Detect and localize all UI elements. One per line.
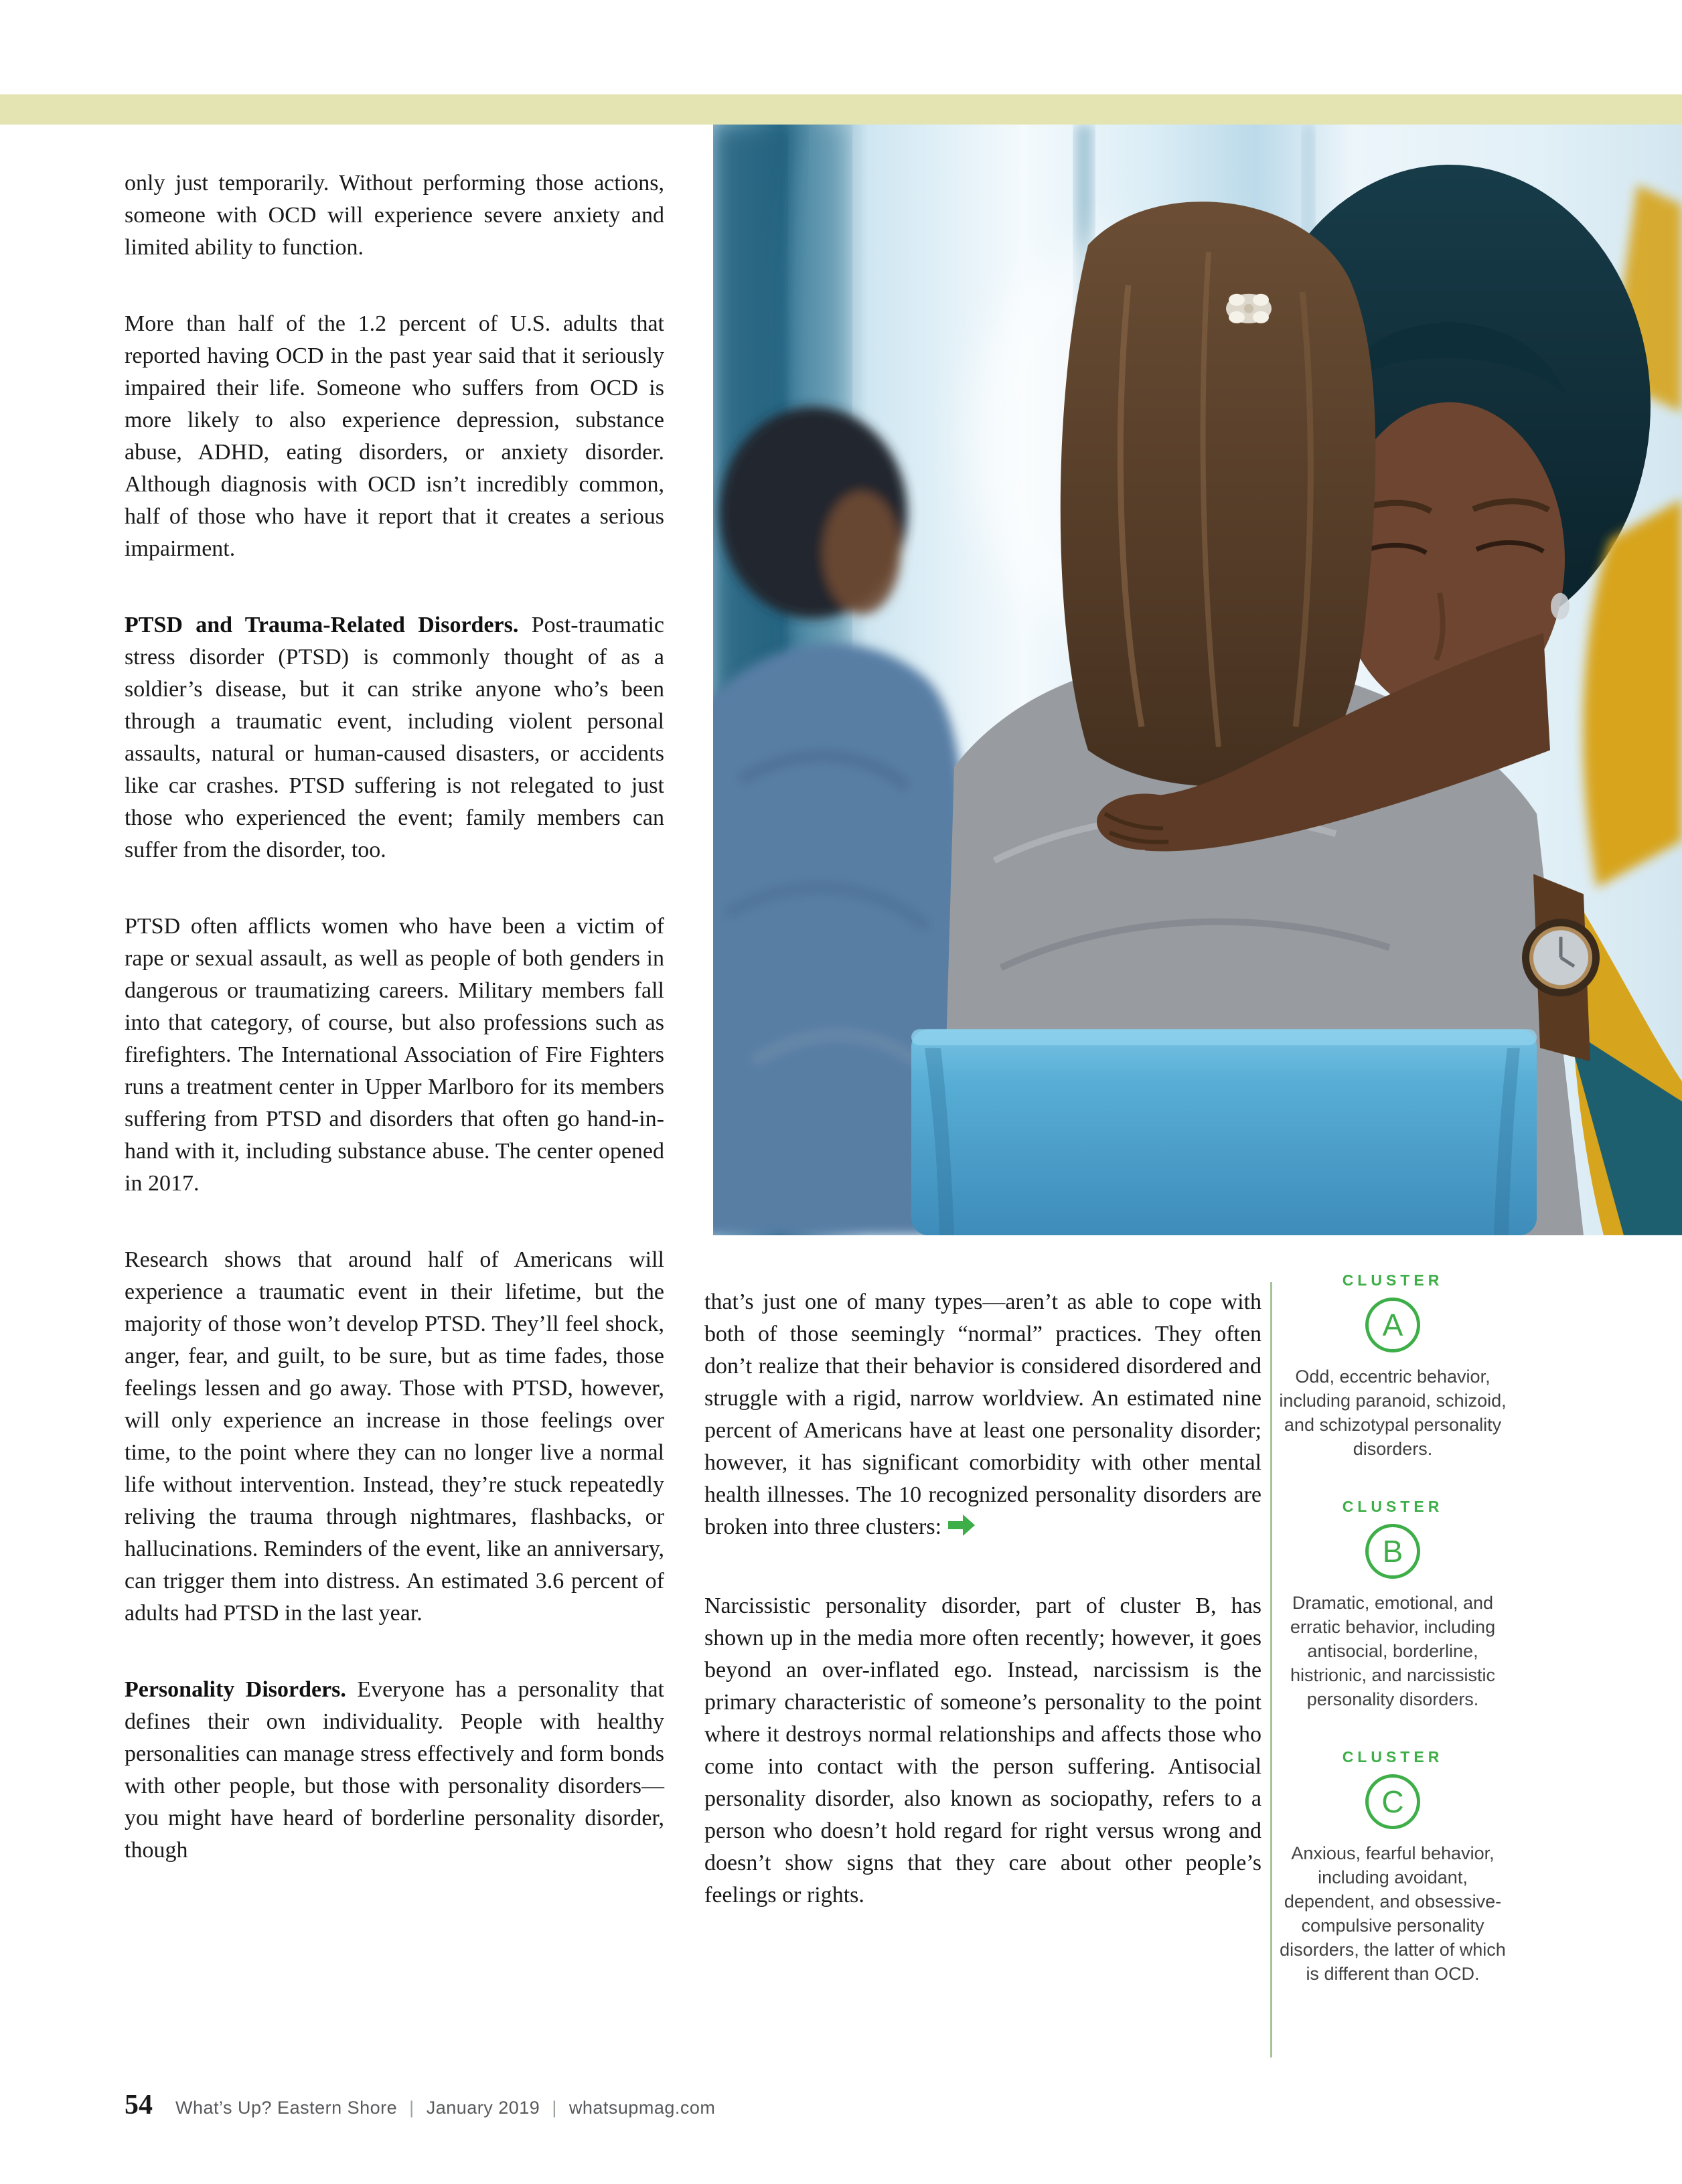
cluster-b-label: CLUSTER — [1342, 1498, 1444, 1515]
section-heading-personality: Personality Disorders. — [125, 1677, 346, 1702]
cluster-b-description: Dramatic, emotional, and erratic behavior, including antisocial, borderline, histrionic, and narcissistic personality disorders. — [1290, 1593, 1496, 1709]
photo-blue-chair — [911, 1029, 1537, 1235]
cluster-b-block — [1275, 1498, 1511, 1711]
photo-hair-clip — [1226, 294, 1272, 323]
top-cream-bar — [0, 94, 1682, 125]
paragraph-text: only just temporarily. Without performing those actions, someone with OCD will experience severe anxiety and limited ability to function. — [125, 171, 664, 260]
section-heading-ptsd: PTSD and Trauma-Related Disorders. — [125, 613, 519, 637]
cluster-c-circle-icon — [1365, 1774, 1420, 1829]
article-photo — [713, 125, 1682, 1235]
paragraph-text: Everyone has a personality that defines their own individuality. People with healthy personalities can manage stress effectively and form bonds with other people, but those with personality disorders—you might have heard of borderline personality disorder, though — [125, 1677, 664, 1863]
cluster-a-label: CLUSTER — [1342, 1271, 1444, 1289]
cluster-a-circle-icon — [1365, 1298, 1420, 1352]
photo-illustration — [713, 125, 1682, 1235]
paragraph — [125, 911, 664, 1200]
footer-magazine-name: What’s Up? Eastern Shore — [175, 2098, 398, 2118]
cluster-a-block — [1275, 1271, 1511, 1461]
cluster-a-letter: A — [1382, 1308, 1403, 1342]
paragraph-text: that’s just one of many types—aren’t as able to cope with both of those seemingly “normal” practices. They often don’t realize that their behavior is considered disordered and struggle with a rigid, narrow worldview. An estimated nine percent of Americans have at least one personality disorder; however, it has significant comorbidity with other mental health illnesses. The 10 recognized personality disorders are broken into three clusters: — [704, 1290, 1262, 1539]
left-column — [125, 167, 664, 1867]
cluster-b-letter: B — [1382, 1534, 1403, 1569]
paragraph — [125, 308, 664, 565]
cluster-c-letter: C — [1381, 1784, 1404, 1819]
paragraph — [704, 1590, 1262, 1912]
paragraph-text: Narcissistic personality disorder, part of cluster B, has shown up in the media more often recently; however, it goes beyond an over-inflated ego. Instead, narcissism is the primary characteristic of someone’s personality to the point where it destroys normal relationships and affects those who come into contact with the person suffering. Antisocial personality disorder, also known as sociopathy, refers to a person who doesn’t hold regard for right versus wrong and doesn’t show signs that they care about other people’s feelings or rights. — [704, 1593, 1262, 1907]
green-arrow-icon — [948, 1514, 975, 1546]
page-number: 54 — [125, 2090, 153, 2120]
paragraph — [125, 167, 664, 264]
cluster-c-block — [1275, 1748, 1511, 1986]
cluster-sidebar — [1275, 1271, 1511, 2023]
paragraph-text: Research shows that around half of Americans will experience a traumatic event in their lifetime, but the majority of those won’t develop PTSD. They’ll feel shock, anger, fear, and guilt, to be sure, but as time fades, those feelings lessen and go away. Those with PTSD, however, will only experience an increase in those feelings over time, to the point where they can no longer live a normal life without intervention. Instead, they’re stuck repeatedly reliving the trauma through nightmares, flashbacks, or hallucinations. Reminders of the event, like an anniversary, can trigger them into distress. An estimated 3.6 percent of adults had PTSD in the last year. — [125, 1247, 664, 1626]
paragraph-text: Post-traumatic stress disorder (PTSD) is commonly thought of as a soldier’s disease, but it can strike anyone who’s been through a traumatic event, including violent personal assaults, natural or human-caused disasters, or accidents like car crashes. PTSD suffering is not relegated to just those who experienced the event; family members can suffer from the disorder, too. — [125, 613, 664, 862]
cluster-a-description: Odd, eccentric behavior, including paranoid, schizoid, and schizotypal personality disorders. — [1279, 1367, 1507, 1459]
paragraph-text: PTSD often afflicts women who have been a victim of rape or sexual assault, as well as people of both genders in dangerous or traumatizing careers. Military members fall into that category, of course, but also professions such as firefighters. The International Association of Fire Fighters runs a treatment center in Upper Marlboro for its members suffering from PTSD and disorders that often go hand-in-hand with it, including substance abuse. The center opened in 2017. — [125, 914, 664, 1196]
sidebar-divider-rule — [1270, 1282, 1272, 2057]
cluster-c-label: CLUSTER — [1342, 1748, 1444, 1766]
paragraph — [704, 1286, 1262, 1546]
cluster-c-description: Anxious, fearful behavior, including avoidant, dependent, and obsessive-compulsive personality disorders, the latter of which is different than OCD. — [1280, 1843, 1506, 1984]
paragraph — [125, 1674, 664, 1867]
footer-separator: | — [552, 2098, 557, 2118]
paragraph — [125, 1244, 664, 1630]
paragraph-text: More than half of the 1.2 percent of U.S. adults that reported having OCD in the past year said that it seriously impaired their life. Someone who suffers from OCD is more likely to also experience depression, substance abuse, ADHD, eating disorders, or anxiety disorder. Although diagnosis with OCD isn’t incredibly common, half of those who have it report that it creates a serious impairment. — [125, 311, 664, 561]
footer-items — [175, 2098, 715, 2118]
paragraph — [125, 609, 664, 866]
footer-issue-date: January 2019 — [426, 2098, 540, 2118]
cluster-b-circle-icon — [1365, 1524, 1420, 1579]
page-footer — [125, 2089, 715, 2121]
footer-separator: | — [409, 2098, 414, 2118]
footer-website: whatsupmag.com — [568, 2098, 716, 2118]
middle-column — [704, 1286, 1262, 1912]
